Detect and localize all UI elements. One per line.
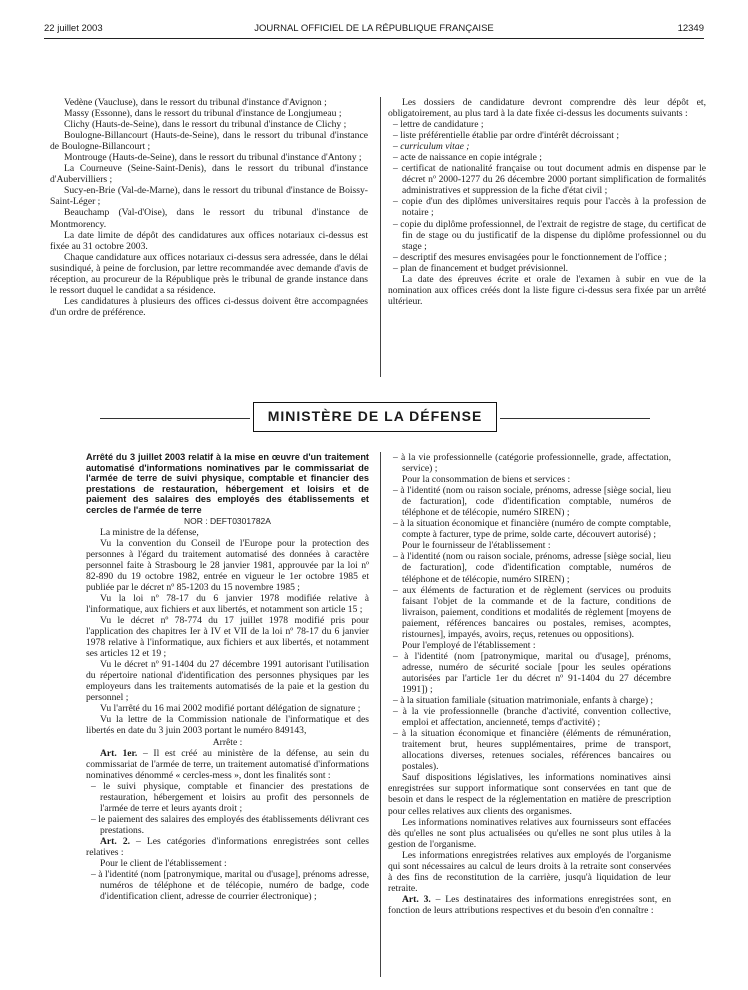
ministry-rule-right: [500, 418, 650, 419]
paragraph: – copie d'un des diplômes universitaires requis pour l'accès à la profession de notaire ;: [393, 196, 706, 219]
article-1-label: Art. 1er.: [100, 747, 138, 759]
paragraph: – à la vie professionnelle (catégorie professionnelle, grade, affectation, service) ;: [393, 452, 671, 475]
paragraph: Vedène (Vaucluse), dans le ressort du tribunal d'instance d'Avignon ;: [64, 97, 327, 108]
article-3: [388, 894, 671, 916]
bottom-left-column: [86, 452, 369, 902]
article-2-label: Art. 2.: [100, 835, 131, 847]
paragraph: Les candidatures à plusieurs des offices ci-dessus doivent être accompagnées d'un ordre de préférence.: [50, 295, 368, 318]
paragraph: – à la vie professionnelle (branche d'activité, convention collective, emploi et affectation, ancienneté, temps d'activité) ;: [393, 706, 671, 729]
paragraph: Boulogne-Billancourt (Hauts-de-Seine), dans le ressort du tribunal d'instance de Boulogne-Billancourt ;: [50, 130, 368, 153]
paragraph: Beauchamp (Val-d'Oise), dans le ressort du tribunal d'instance de Montmorency.: [50, 207, 368, 230]
list-item: – le suivi physique, comptable et financier des prestations de restauration, hébergement et loisirs au profit des personnels de l'armée de terre et leurs ayants droit ;: [91, 780, 369, 814]
page-number: 12349: [677, 23, 704, 34]
paragraph: Pour la consommation de biens et services :: [402, 474, 571, 486]
page-header: [44, 23, 704, 39]
bottom-right-column: [388, 452, 671, 916]
paragraph: Les informations enregistrées relatives aux employés de l'organisme qui sont nécessaires au calcul de leurs droits à la retraite sont conservées à des fins de reconstitution de la carrière, jusqu'à liquidation de leur retraite.: [388, 849, 671, 894]
paragraph: Massy (Essonne), dans le ressort du tribunal d'instance de Longjumeau ;: [64, 108, 342, 120]
paragraph: – à la situation familiale (situation matrimoniale, enfants à charge) ;: [393, 695, 654, 707]
paragraph: – à la situation économique et financière (éléments de rémunération, traitement brut, heures supplémentaires, prime de transport, allocations diverses, retenues sociales, références bancaires ou postales).: [393, 728, 671, 773]
paragraph: Les dossiers de candidature devront comprendre dès leur dépôt et, obligatoirement, au plus tard à la date fixée ci-dessus les documents suivants :: [388, 97, 706, 120]
article-1: [86, 748, 369, 781]
paragraph: – certificat de nationalité française ou tout document admis en dispense par le décret nº 2000-1277 du 26 décembre 2000 portant simplification de formalités administratives et suppression de la fiche d'état civil ;: [393, 163, 706, 197]
paragraph: Vu le décret nº 78-774 du 17 juillet 1978 modifié pris pour l'application des chapitres Ier à IV et VII de la loi nº 78-17 du 6 janvier 1978 relative à l'informatique, aux fichiers et aux libertés, et notamment ses articles 12 et 19 ;: [86, 614, 369, 660]
top-left-column: [50, 97, 368, 318]
paragraph: Pour le client de l'établissement :: [100, 858, 227, 870]
article-3-label: Art. 3.: [402, 893, 431, 905]
paragraph: La date des épreuves écrite et orale de l'examen à subir en vue de la nomination aux offices créés dont la liste figure ci-dessus sera fixée par un arrêté ultérieur.: [388, 273, 706, 307]
paragraph: Pour le fournisseur de l'établissement :: [402, 540, 551, 552]
list-item: – le paiement des salaires des employés des établissements délivrant ces prestations.: [91, 813, 369, 836]
paragraph: Vu le décret nº 91-1404 du 27 décembre 1991 autorisant l'utilisation du répertoire national d'identification des personnes physiques par les employeurs dans les traitements automatisés de la paie et la gestion du personnel ;: [86, 659, 369, 704]
paragraph: – à l'identité (nom [patronymique, marital ou d'usage], prénoms, adresse, numéro de sécurité sociale [pour les seules opérations autorisées par l'article 1er du décret nº 91-1404 du 27 décembre 1991]) ;: [393, 650, 671, 695]
paragraph: Montrouge (Hauts-de-Seine), dans le ressort du tribunal d'instance d'Antony ;: [64, 152, 362, 164]
paragraph: Chaque candidature aux offices notariaux ci-dessus sera adressée, dans le délai susindiqué, à peine de forclusion, par lettre recommandée avec demande d'avis de réception, au procureur de la République près le tribunal de grande instance dans le ressort duquel le candidat a sa résidence.: [50, 251, 368, 296]
ministry-heading: MINISTÈRE DE LA DÉFENSE: [253, 402, 497, 432]
paragraph: – à l'identité (nom [patronymique, marital ou d'usage], prénoms adresse, numéros de téléphone et de télécopie, numéro de badge, code d'identification client, adresse de courrier électronique) ;: [91, 869, 369, 903]
paragraph: Sucy-en-Brie (Val-de-Marne), dans le ressort du tribunal d'instance de Boissy-Saint-Léger ;: [50, 185, 368, 208]
header-date: 22 juillet 2003: [44, 23, 103, 34]
paragraph: – curriculum vitae ;: [393, 141, 470, 153]
top-right-column: [388, 97, 706, 307]
header-rule: [44, 38, 704, 39]
paragraph: – lettre de candidature ;: [393, 119, 484, 131]
paragraph: – à l'identité (nom ou raison sociale, prénoms, adresse [siège social, lieu de facturation], code d'identification comptable, numéros de téléphone et de télécopie, numéro SIREN) ;: [393, 551, 671, 585]
paragraph: – acte de naissance en copie intégrale ;: [393, 152, 542, 164]
nor-reference: NOR : DEFT0301782A: [184, 515, 271, 526]
column-separator-top: [380, 97, 381, 377]
paragraph: La date limite de dépôt des candidatures aux offices notariaux ci-dessus est fixée au 31 octobre 2003.: [50, 229, 368, 252]
article-2: [86, 836, 369, 858]
paragraph: – liste préférentielle établie par ordre d'intérêt décroissant ;: [393, 130, 620, 142]
paragraph: Les informations nominatives relatives aux fournisseurs sont effacées dès qu'elles ne sont plus actualisées ou qu'elles ne sont plus utiles à la gestion de l'organisme.: [388, 816, 671, 850]
paragraph: Vu la convention du Conseil de l'Europe pour la protection des personnes à l'égard du traitement automatisé des données à caractère personnel faite à Strasbourg le 28 janvier 1981, approuvée par la loi nº 82-890 du 19 octobre 1982, entrée en vigueur le 1er octobre 1985 et publiée par le décret nº 85-1203 du 15 novembre 1985 ;: [86, 537, 369, 593]
journal-title: JOURNAL OFFICIEL DE LA RÉPUBLIQUE FRANÇAISE: [254, 23, 494, 34]
decree-title: Arrêté du 3 juillet 2003 relatif à la mise en œuvre d'un traitement automatisé d'informations nominatives par le commissariat de l'armée de terre de suivi physique, comptable et financier des prestations de restauration, hébergement et loisirs et de paiement des salaires des employés des établissements et cercles de l'armée de terre: [86, 452, 369, 515]
paragraph: – copie du diplôme professionnel, de l'extrait de registre de stage, du certificat de fin de stage ou du justificatif de la dispense du diplôme professionnel ou du stage ;: [393, 218, 706, 252]
paragraph: – à l'identité (nom ou raison sociale, prénoms, adresse [siège social, lieu de facturation], code d'identification comptable, numéros de téléphone et de télécopie, numéro SIREN) ;: [393, 485, 671, 519]
paragraph: – aux éléments de facturation et de règlement (services ou produits faisant l'objet de la commande et de la facture, conditions de livraison, paiement, conditions et modalités de règlement [moyens de paiement, références bancaires ou postales, remises, acomptes, ristournes], impayés, avoirs, reçus, retenues ou oppositions).: [393, 584, 671, 640]
article-1-text: – Il est créé au ministère de la défense, au sein du commissariat de l'armée de terre, un traitement automatisé d'informations nominatives dénommé « cercles-mess », dont les finalités sont :: [86, 747, 369, 781]
paragraph: Vu la lettre de la Commission nationale de l'informatique et des libertés en date du 3 juin 2003 portant le numéro 849143,: [86, 714, 369, 737]
paragraph: Sauf dispositions législatives, les informations nominatives ainsi enregistrées sur support informatique sont conservées en tant que de besoin et dans le respect de la réglementation en matière de prescription pour celles relatives aux clients des organismes.: [388, 772, 671, 817]
paragraph: Pour l'employé de l'établissement :: [402, 639, 536, 651]
paragraph: La Courneuve (Seine-Saint-Denis), dans le ressort du tribunal d'instance d'Aubervilliers ;: [50, 163, 368, 186]
paragraph: La ministre de la défense,: [100, 526, 199, 538]
paragraph: Vu l'arrêté du 16 mai 2002 modifié portant délégation de signature ;: [100, 703, 361, 715]
column-separator-bottom: [380, 452, 381, 977]
paragraph: – à la situation économique et financière (numéro de compte comptable, compte à facturer, type de prime, solde carte, découvert autorisé) ;: [393, 518, 671, 541]
paragraph: Vu la loi nº 78-17 du 6 janvier 1978 modifiée relative à l'informatique, aux fichiers et aux libertés, et notamment son article 15 ;: [86, 592, 369, 615]
paragraph: – plan de financement et budget prévisionnel.: [393, 262, 569, 274]
paragraph: Clichy (Hauts-de-Seine), dans le ressort du tribunal d'instance de Clichy ;: [64, 119, 347, 131]
article-3-text: – Les destinataires des informations enregistrées sont, en fonction de leurs attributions respectives et du besoin d'en connaître :: [388, 893, 671, 916]
ministry-rule-left: [100, 418, 250, 419]
article-2-text: – Les catégories d'informations enregistrées sont celles relatives :: [86, 835, 369, 858]
arrete-heading: Arrête :: [212, 736, 243, 748]
paragraph: – descriptif des mesures envisagées pour le fonctionnement de l'office ;: [393, 251, 667, 263]
